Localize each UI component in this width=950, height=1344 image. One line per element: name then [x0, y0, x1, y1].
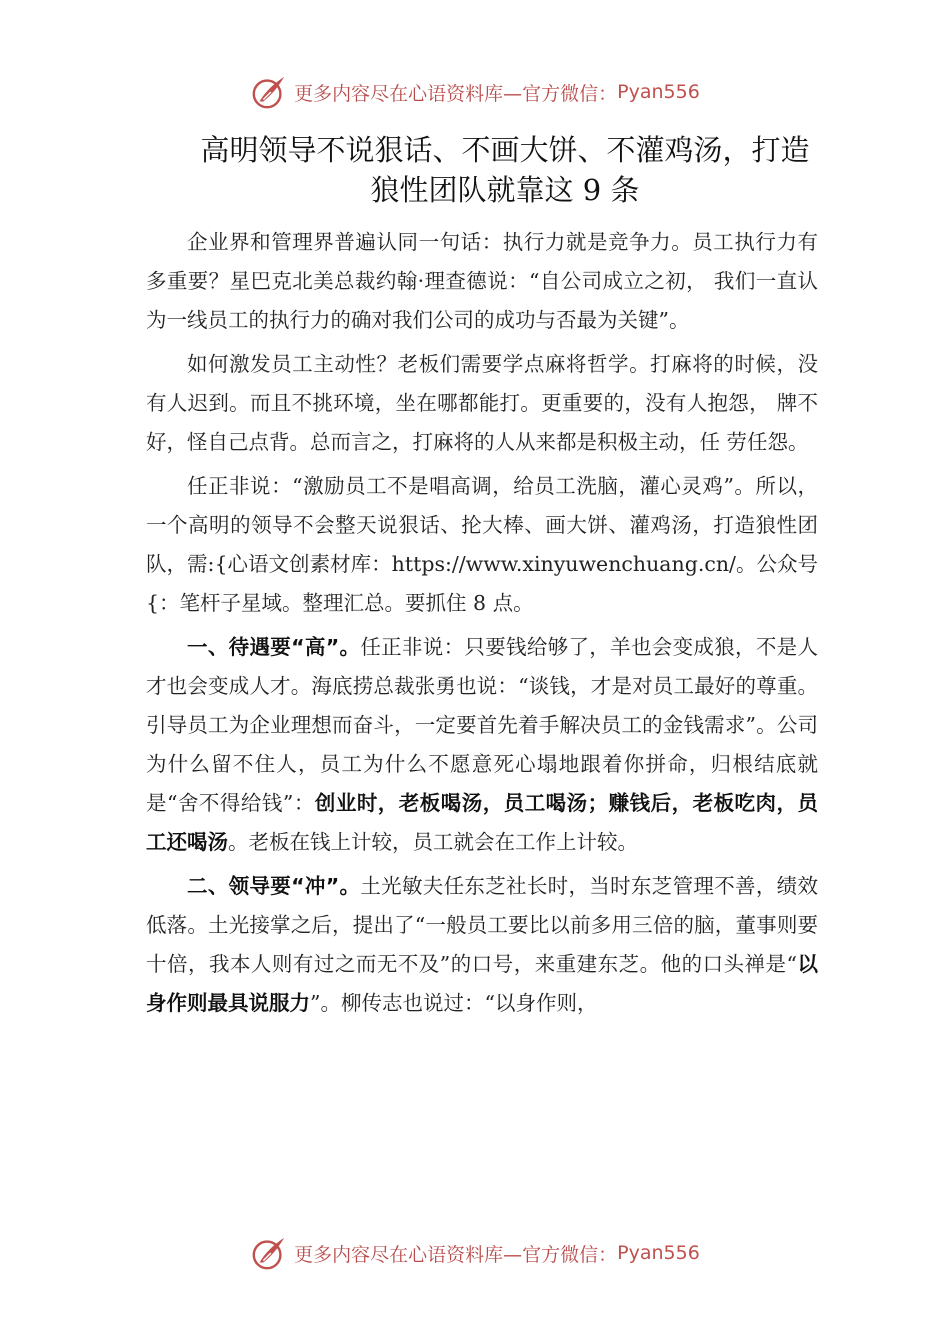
paragraph-1: 企业界和管理界普遍认同一句话：执行力就是竞争力。员工执行力有多重要？星巴克北美总裁约翰·理查德说：“自公司成立之初， 我们一直认为一线员工的执行力的确对我们公司的成功与否最为关键”。	[146, 230, 818, 332]
paragraph-4-text-2: 。老板在钱上计较，员工就会在工作上计较。	[228, 830, 638, 854]
watermark-banner-top	[0, 72, 950, 112]
paragraph-5	[146, 867, 818, 1023]
watermark-text: 更多内容尽在心语资料库—官方微信：	[294, 1243, 618, 1266]
paragraph-3: 任正非说：“激励员工不是唱高调，给员工洗脑，灌心灵鸡”。所以，一个高明的领导不会整天说狠话、抡大棒、画大饼、灌鸡汤，打造狼性团队，需:{心语文创素材库：https://www.xinyuwenchuang.cn/。公众号{：笔杆子星域。整理汇总。要抓住 8 点。	[146, 474, 818, 615]
paragraph-4-bold: 创业时，老板喝汤，员工喝汤；赚钱后，老板吃肉，员工还喝汤	[146, 791, 819, 854]
watermark-wechat-id: Pyan556	[617, 81, 700, 103]
title-line-1: 高明领导不说狠话、不画大饼、不灌鸡汤，打造	[200, 133, 810, 167]
section-heading-2: 二、领导要“冲”。	[187, 874, 361, 898]
quill-logo-icon	[250, 73, 288, 111]
watermark-banner-bottom	[0, 1233, 950, 1273]
paragraph-2: 如何激发员工主动性？老板们需要学点麻将哲学。打麻将的时候，没有人迟到。而且不挑环境，坐在哪都能打。更重要的，没有人抱怨， 牌不好，怪自己点背。总而言之，打麻将的人从来都是积极主动，任 劳任怨。	[146, 352, 818, 454]
paragraph-4	[146, 628, 818, 862]
paragraph-5-text-2: ”。柳传志也说过：“以身作则，	[310, 991, 598, 1015]
quill-logo-icon	[250, 1234, 288, 1272]
paragraph-5-bold: 以身作则最具说服力	[146, 952, 819, 1015]
document-body	[146, 223, 818, 1028]
watermark-text: 更多内容尽在心语资料库—官方微信：	[294, 82, 618, 105]
paragraph-5-text-1: 土光敏夫任东芝社长时，当时东芝管理不善，绩效低落。土光接掌之后，提出了“一般员工要比以前多用三倍的脑，董事则要十倍，我本人则有过之而无不及”的口号，来重建东芝。他的口头禅是“	[146, 874, 818, 976]
section-heading-1: 一、待遇要“高”。	[187, 635, 361, 659]
title-line-2: 狼性团队就靠这 9 条	[370, 173, 640, 207]
paragraph-4-text-1: 任正非说：只要钱给够了，羊也会变成狼，不是人才也会变成人才。海底捞总裁张勇也说：“谈钱，才是对员工最好的尊重。引导员工为企业理想而奋斗，一定要首先着手解决员工的金钱需求”。公司为什么留不住人，员工为什么不愿意死心塌地跟着你拼命，归根结底就是“舍不得给钱”：	[146, 635, 818, 815]
watermark-wechat-id: Pyan556	[617, 1242, 700, 1264]
document-title	[150, 130, 860, 210]
